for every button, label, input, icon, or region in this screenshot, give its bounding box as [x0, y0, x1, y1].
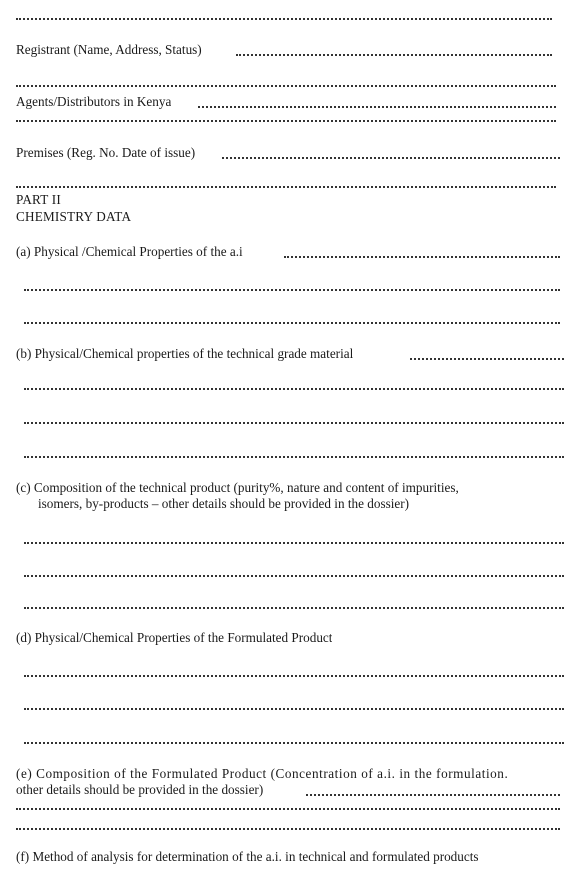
dotted-line [16, 808, 560, 810]
dotted-line [24, 708, 564, 710]
dotted-line [24, 542, 564, 544]
dotted-line [24, 675, 564, 677]
item-b-label: (b) Physical/Chemical properties of the technical grade material [16, 346, 354, 361]
item-a-label: (a) Physical /Chemical Properties of the a.i [16, 244, 243, 259]
item-e-line1: (e) Composition of the Formulated Product (Concentration of a.i. in the formulation. [16, 766, 509, 781]
dotted-line [24, 289, 560, 291]
dotted-line [24, 456, 564, 458]
item-c-line2: isomers, by-products – other details should be provided in the dossier) [38, 496, 410, 511]
premises-label: Premises (Reg. No. Date of issue) [16, 145, 196, 160]
item-d-label: (d) Physical/Chemical Properties of the Formulated Product [16, 630, 333, 645]
item-e-field[interactable] [306, 794, 560, 796]
dotted-line [24, 322, 560, 324]
dotted-line [24, 742, 564, 744]
item-b-field[interactable] [410, 358, 564, 360]
registrant-label: Registrant (Name, Address, Status) [16, 42, 202, 57]
item-c-line1: (c) Composition of the technical product (purity%, nature and content of impurities, [16, 480, 459, 495]
item-f-label: (f) Method of analysis for determination of the a.i. in technical and formulated products [16, 849, 479, 864]
dotted-line [16, 18, 552, 20]
registrant-field[interactable] [236, 54, 552, 56]
agents-field[interactable] [198, 106, 556, 108]
dotted-line [16, 828, 560, 830]
agents-label: Agents/Distributors in Kenya [16, 94, 172, 109]
dotted-line [24, 607, 564, 609]
item-e-line2: other details should be provided in the dossier) [16, 782, 264, 797]
dotted-line [16, 120, 556, 122]
premises-field[interactable] [222, 157, 560, 159]
dotted-line [24, 388, 564, 390]
item-a-field[interactable] [284, 256, 560, 258]
section-title: CHEMISTRY DATA [16, 209, 132, 224]
part-title: PART II [16, 192, 61, 207]
dotted-line [16, 85, 556, 87]
dotted-line [24, 422, 564, 424]
dotted-line [24, 575, 564, 577]
dotted-line [16, 186, 556, 188]
